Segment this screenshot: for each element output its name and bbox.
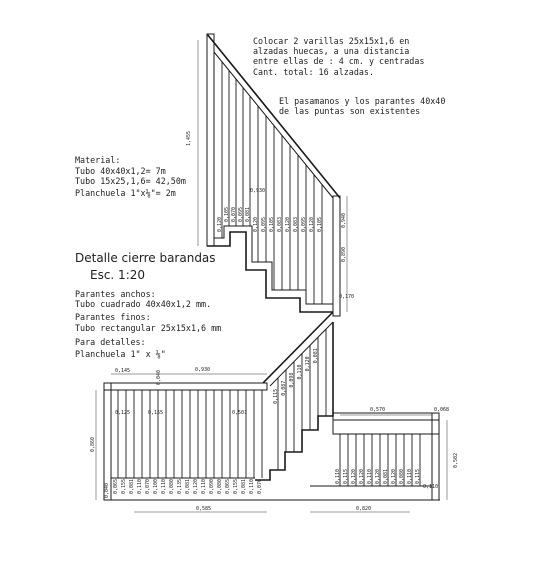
dim-0068: 0,068: [434, 407, 450, 413]
title-line-1: Detalle cierre barandas: [75, 251, 216, 265]
lower-right-baluster-dim: 0,120: [391, 468, 397, 484]
note-varillas-line-2: alzadas huecas, a una distancia: [253, 46, 410, 56]
lower-left-baluster-dim: 0,080: [217, 478, 223, 494]
upper-baluster-dim: 0,083: [277, 216, 283, 232]
upper-baluster-dim: 0,095: [261, 216, 267, 232]
dim-0501: 0,501: [232, 410, 248, 416]
lower-right-baluster-dim: 0,110: [335, 468, 341, 484]
dim-0570: 0,570: [370, 407, 386, 413]
spec-line-5: Para detalles:: [75, 337, 146, 347]
upper-baluster-dim: 0,120: [309, 216, 315, 232]
note-pasamanos: [279, 96, 445, 116]
upper-baluster-dim: 0,083: [293, 216, 299, 232]
lower-right-balusters: [335, 434, 421, 486]
lower-left-baluster-dim: 0,155: [233, 478, 239, 494]
lower-left-baluster-dim: 0,065: [113, 478, 119, 494]
lower-left-baluster-dim: 0,080: [169, 478, 175, 494]
dim-0125: 0,125: [115, 410, 131, 416]
upper-baluster-dim: 0,070: [231, 206, 237, 222]
upper-baluster-dim: 0,120: [217, 216, 223, 232]
lower-right-baluster-dim: 0,115: [415, 468, 421, 484]
lower-left-post: [104, 383, 111, 500]
dim-0502: 0,502: [453, 452, 459, 468]
lower-right-baluster-dim: 0,080: [399, 468, 405, 484]
dim-0585: 0,585: [196, 506, 212, 512]
dim-0170: 0,170: [339, 294, 355, 300]
note-pasamanos-line-2: de las puntas son existentes: [279, 106, 421, 116]
lower-left-baluster-dim: 0,081: [129, 478, 135, 494]
spec-line-6: Planchuela 1" x ⅛": [75, 349, 166, 359]
upper-left-post: [207, 34, 214, 246]
title-line-2: Esc. 1:20: [90, 268, 146, 282]
upper-baluster-dim: 0,095: [238, 206, 244, 222]
dim-0110: 0,110: [423, 484, 439, 490]
dim-0145: 0,145: [115, 368, 131, 374]
lower-right-baluster-dim: 0,110: [367, 468, 373, 484]
material-line-3: Planchuela 1"x⅛"= 2m: [75, 188, 176, 198]
lower-left-baluster-dim: 0,120: [193, 478, 199, 494]
note-varillas-line-1: Colocar 2 varillas 25x15x1,6 en: [253, 36, 410, 46]
spec-line-3: Parantes finos:: [75, 312, 151, 322]
dim-0940: 0,940: [341, 212, 347, 228]
lower-left-baluster-dim: 0,110: [161, 478, 167, 494]
lower-left-baluster-dim: 0,110: [249, 478, 255, 494]
ramp-railing: [255, 312, 333, 480]
upper-baluster-dim: 0,120: [285, 216, 291, 232]
lower-height-dim: 0,860: [90, 436, 96, 452]
material-heading: Material:: [75, 155, 121, 165]
note-pasamanos-line-1: El pasamanos y los parantes 40x40: [279, 96, 446, 106]
lower-left-baluster-dim: 0,081: [185, 478, 191, 494]
upper-baluster-dim: 0,081: [245, 206, 251, 222]
ramp-baluster-dim: 0,120: [305, 356, 311, 372]
lower-right-baluster-dim: 0,120: [351, 468, 357, 484]
dim-0930-top: 0,930: [195, 367, 211, 373]
lower-left-baluster-dim: 0,081: [241, 478, 247, 494]
dim-0155: 0,155: [148, 410, 164, 416]
lower-left-baluster-dim: 0,110: [137, 478, 143, 494]
note-varillas: [253, 36, 424, 77]
lower-left-baluster-dim: 0,155: [121, 478, 127, 494]
ramp-baluster-dim: 0,087: [281, 380, 287, 396]
ramp-baluster-dim: 0,115: [273, 388, 279, 404]
lower-left-baluster-dim: 0,100: [153, 478, 159, 494]
lower-right-baluster-dim: 0,081: [383, 468, 389, 484]
upper-baluster-dim: 0,120: [253, 216, 259, 232]
lower-left-baluster-dim: 0,090: [209, 478, 215, 494]
lower-left-baluster-dim: 0,065: [225, 478, 231, 494]
landing-beam: [333, 420, 439, 434]
upper-baluster-dim: 0,095: [301, 216, 307, 232]
dim-0890: 0,890: [341, 246, 347, 262]
note-specs: [75, 289, 221, 359]
landing-handrail: [333, 413, 439, 420]
lower-right-baluster-dim: 0,120: [359, 468, 365, 484]
lower-right-baluster-dim: 0,120: [375, 468, 381, 484]
ramp-baluster-dim: 0,110: [297, 364, 303, 380]
lower-left-baluster-dim: 0,070: [145, 478, 151, 494]
upper-baluster-dim: 0,105: [269, 216, 275, 232]
ramp-baluster-dim: 0,081: [313, 348, 319, 364]
note-material: [75, 155, 186, 198]
ramp-baluster-dim: 0,098: [289, 372, 295, 388]
lower-right-baluster-dim: 0,115: [343, 468, 349, 484]
dim-0040-left: 0,040: [104, 482, 110, 498]
lower-handrail: [104, 383, 267, 390]
upper-baluster-dim: 0,105: [317, 216, 323, 232]
note-varillas-line-3: entre ellas de : 4 cm. y centradas: [253, 56, 425, 66]
spec-line-2: Tubo cuadrado 40x40x1,2 mm.: [75, 299, 212, 309]
dim-0820: 0,820: [356, 506, 372, 512]
note-varillas-line-4: Cant. total: 16 alzadas.: [253, 67, 375, 77]
lower-right-baluster-dim: 0,110: [407, 468, 413, 484]
upper-height-dim: 1,455: [186, 130, 192, 146]
material-line-1: Tubo 40x40x1,2= 7m: [75, 166, 166, 176]
dim-0040: 0,040: [156, 369, 162, 385]
ramp-balusters: [273, 329, 326, 470]
lower-railing: [90, 367, 459, 512]
spec-line-4: Tubo rectangular 25x15x1,6 mm: [75, 323, 222, 333]
material-line-2: Tubo 15x25,1,6= 42,50m: [75, 176, 186, 186]
lower-left-baluster-dim: 0,070: [257, 478, 263, 494]
detail-title: [75, 251, 216, 282]
spec-line-1: Parantes anchos:: [75, 289, 156, 299]
lower-left-baluster-dim: 0,135: [177, 478, 183, 494]
lower-left-baluster-dim: 0,110: [201, 478, 207, 494]
dim-0930: 0,930: [250, 188, 266, 194]
upper-stringer-inner: [214, 226, 333, 304]
upper-baluster-dim: 0,105: [224, 206, 230, 222]
